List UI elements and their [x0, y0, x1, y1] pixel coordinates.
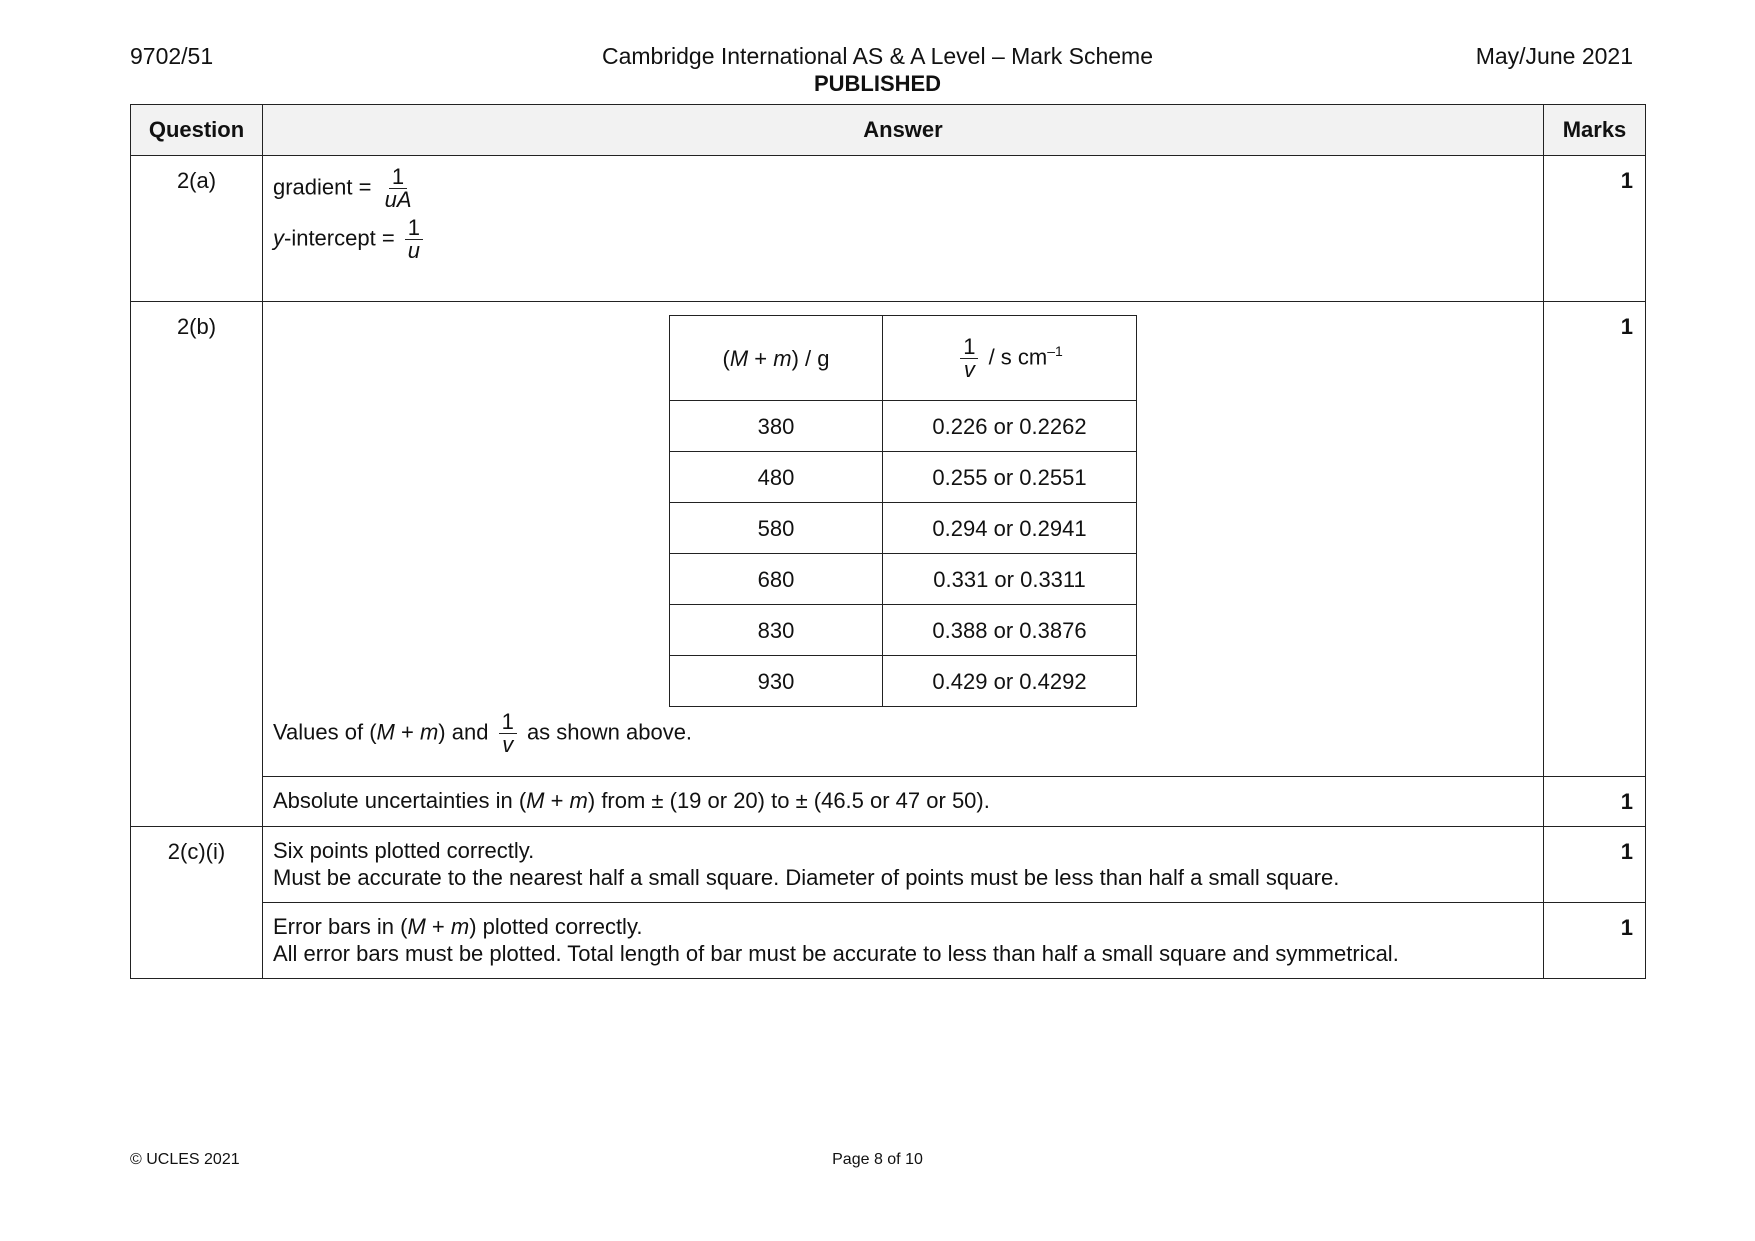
var-m: m	[450, 914, 470, 939]
inverse-v-cell: 0.429 or 0.4292	[883, 656, 1137, 707]
plus: +	[544, 788, 570, 813]
mass-cell: 480	[670, 452, 883, 503]
fraction-numerator: 1	[389, 166, 407, 189]
answer-cell	[263, 302, 1544, 777]
marks-value: 1	[1544, 156, 1646, 302]
answer-header: Answer	[263, 105, 1544, 156]
inverse-v-cell: 0.226 or 0.2262	[883, 401, 1137, 452]
gradient-line	[273, 166, 1533, 211]
criterion-line: Six points plotted correctly.	[273, 838, 535, 863]
var-m: m	[773, 345, 792, 371]
inverse-v-cell: 0.255 or 0.2551	[883, 452, 1137, 503]
title-text: Cambridge International AS & A Level – Mark Scheme	[601, 43, 1154, 69]
results-row	[670, 503, 1137, 554]
table-row	[131, 827, 1646, 903]
criterion-line	[273, 913, 1533, 940]
published-label: PUBLISHED	[813, 71, 942, 96]
mass-cell: 830	[670, 605, 883, 656]
question-number: 2(b)	[131, 302, 263, 827]
var-m: m	[569, 788, 588, 813]
page-number: Page 8 of 10	[832, 1151, 923, 1168]
inverse-v-fraction	[499, 711, 517, 756]
mass-cell: 680	[670, 554, 883, 605]
answer-cell	[263, 903, 1544, 979]
var-m: m	[419, 719, 439, 745]
answer-cell	[263, 777, 1544, 827]
marks-value: 1	[1544, 827, 1646, 903]
answer-cell	[263, 827, 1544, 903]
results-row	[670, 605, 1137, 656]
marks-value: 1	[1544, 777, 1646, 827]
text: Error bars in (	[273, 914, 408, 939]
table-row	[131, 903, 1646, 979]
fraction-denominator: uA	[384, 187, 412, 212]
inverse-v-cell: 0.331 or 0.3311	[883, 554, 1137, 605]
unit: ) / g	[791, 345, 830, 371]
paren: (	[722, 345, 730, 371]
var-M: M	[526, 788, 545, 813]
unit: / s cm	[988, 343, 1048, 369]
criterion-line: All error bars must be plotted. Total length of bar must be accurate to less than half a small square and symmetrical.	[273, 941, 1399, 966]
results-table	[669, 315, 1137, 707]
table-row	[131, 302, 1646, 777]
table-row	[131, 777, 1646, 827]
inverse-v-cell: 0.388 or 0.3876	[883, 605, 1137, 656]
gradient-fraction	[382, 166, 415, 211]
intercept-fraction	[405, 217, 423, 262]
marks-header: Marks	[1544, 105, 1646, 156]
fraction-numerator: 1	[499, 711, 517, 734]
text: as shown above.	[526, 719, 693, 745]
intercept-label: -intercept =	[284, 225, 395, 251]
text: ) from ± (19 or 20) to ± (46.5 or 47 or 50).	[587, 788, 990, 813]
plus: +	[748, 345, 774, 371]
var-M: M	[407, 914, 426, 939]
fraction-denominator: v	[963, 356, 975, 382]
mass-cell: 930	[670, 656, 883, 707]
question-number: 2(c)(i)	[131, 827, 263, 979]
inverse-v-column-header	[883, 316, 1137, 401]
answer-cell	[263, 156, 1544, 302]
var-M: M	[376, 719, 395, 745]
text: ) plotted correctly.	[469, 914, 643, 939]
question-header: Question	[131, 105, 263, 156]
fraction-denominator: v	[502, 732, 514, 757]
inverse-v-cell: 0.294 or 0.2941	[883, 503, 1137, 554]
text: Values of (	[273, 719, 377, 745]
results-row	[670, 656, 1137, 707]
marks-value: 1	[1544, 302, 1646, 777]
fraction-numerator: 1	[960, 336, 978, 359]
mass-cell: 380	[670, 401, 883, 452]
inverse-v-fraction	[960, 333, 978, 382]
criterion-line: Must be accurate to the nearest half a small square. Diameter of points must be less than half a small square.	[273, 865, 1340, 890]
copyright: © UCLES 2021	[130, 1151, 240, 1168]
mass-cell: 580	[670, 503, 883, 554]
paper-code: 9702/51	[130, 43, 214, 69]
var-M: M	[729, 345, 749, 371]
fraction-numerator: 1	[405, 217, 423, 240]
fraction-denominator: u	[407, 238, 421, 263]
results-row	[670, 452, 1137, 503]
table-header-row	[131, 105, 1646, 156]
values-statement	[273, 711, 1533, 756]
results-header-row	[670, 316, 1137, 401]
results-row	[670, 554, 1137, 605]
plus: +	[425, 914, 451, 939]
question-number: 2(a)	[131, 156, 263, 302]
unit-exponent: –1	[1047, 342, 1063, 359]
plus: +	[394, 719, 420, 745]
text: Absolute uncertainties in (	[273, 788, 527, 813]
results-row	[670, 401, 1137, 452]
marks-value: 1	[1544, 903, 1646, 979]
table-row	[131, 156, 1646, 302]
gradient-label: gradient =	[273, 174, 372, 200]
mass-column-header	[670, 316, 883, 401]
mark-scheme-table	[130, 104, 1646, 979]
intercept-line	[273, 217, 1533, 262]
intercept-variable: y	[273, 225, 284, 251]
exam-session: May/June 2021	[1475, 43, 1633, 69]
text: ) and	[438, 719, 489, 745]
